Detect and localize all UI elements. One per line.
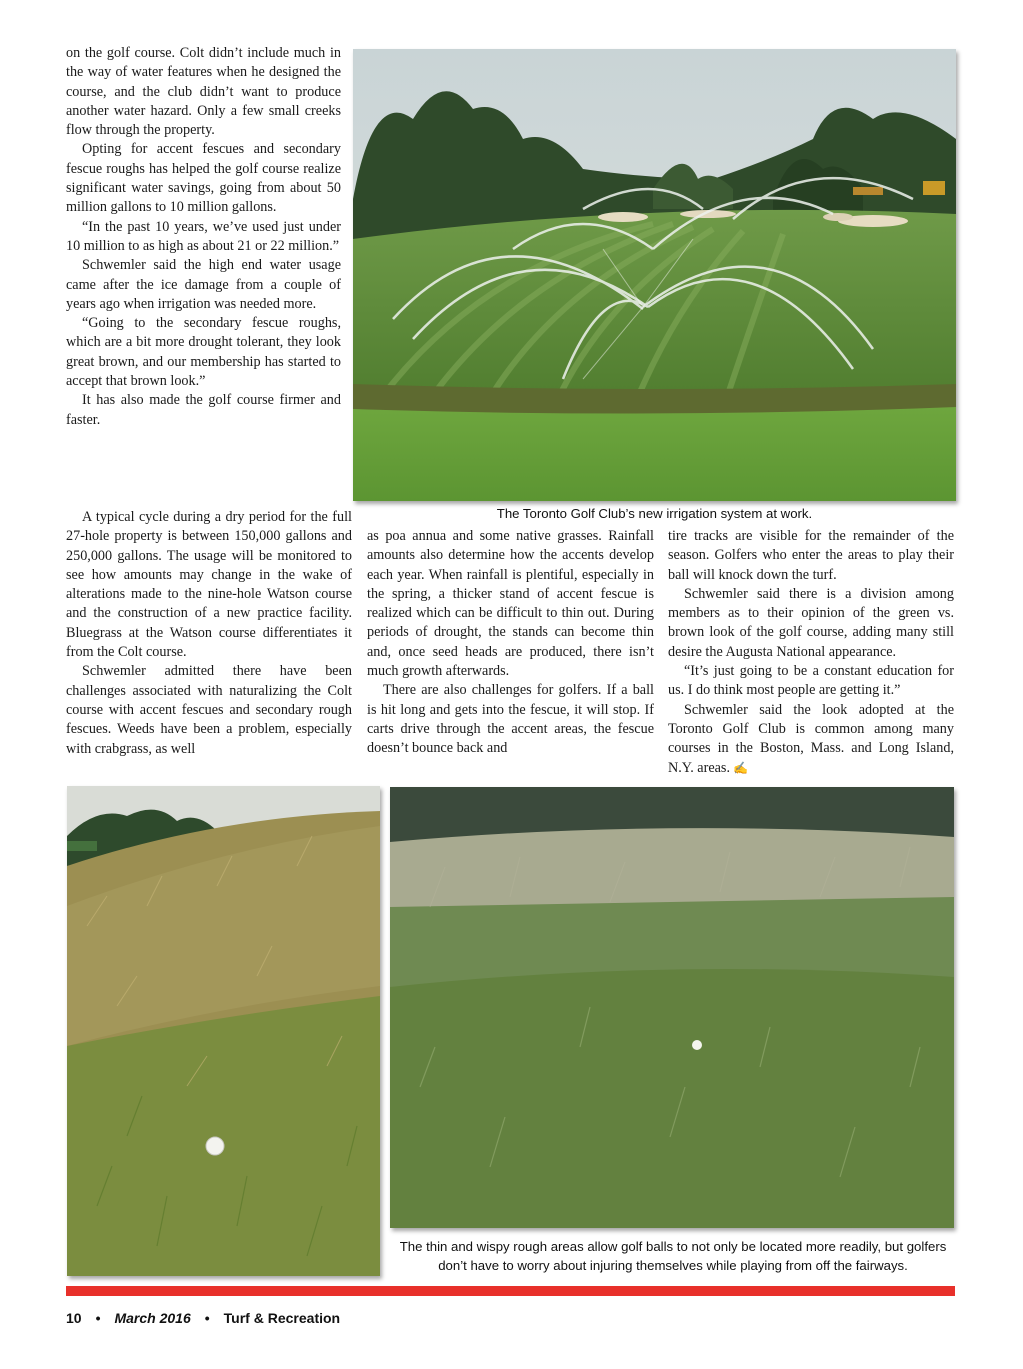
article-paragraph: There are also challenges for golfers. If a ball is hit long and gets into the fescue, it will stop. If carts drive through the accent areas, the fescue doesn’t bounce back and: [367, 682, 654, 757]
page-number: 10: [66, 1310, 82, 1326]
footer-separator-2: •: [204, 1310, 210, 1326]
article-paragraph: “In the past 10 years, we’ve used just under 10 million to as high as about 21 or 22 million.”: [66, 218, 341, 254]
fescue-slope-photo: [67, 786, 380, 1276]
article-paragraph: Schwemler admitted there have been challenges associated with naturalizing the Colt course with accent fescues and secondary rough fescues. Weeds have been a problem, especially with crabgrass, as well: [66, 663, 352, 757]
article-paragraph: Schwemler said there is a division among members as to their opinion of the green vs. brown look of the golf course, adding many still desire the Augusta National appearance.: [668, 585, 954, 660]
article-paragraph: tire tracks are visible for the remainder of the season. Golfers who enter the areas to play their ball will knock down the turf.: [668, 528, 954, 583]
article-paragraph: as poa annua and some native grasses. Rainfall amounts also determine how the accents develop each year. When rainfall is plentiful, especially in the spring, a thicker stand of accent fescue is realized which can be difficult to thin out. During periods of drought, the stands can become thin and, once seed heads are produced, there isn’t much growth afterwards.: [367, 528, 654, 680]
end-mark-icon: ✍: [730, 760, 748, 775]
issue-date: March 2016: [114, 1310, 191, 1326]
article-paragraph: Schwemler said the high end water usage came after the ice damage from a couple of years ago when irrigation was needed more.: [66, 257, 341, 312]
article-paragraph: “Going to the secondary fescue roughs, which are a bit more drought tolerant, they look great brown, and our membership has started to accept that brown look.”: [66, 315, 341, 390]
wispy-rough-photo: [390, 787, 954, 1228]
article-paragraph: Schwemler said the look adopted at the Toronto Golf Club is common among many courses in the Boston, Mass. and Long Island, N.Y. areas. ✍: [668, 701, 954, 776]
article-paragraph: It has also made the golf course firmer and faster.: [66, 392, 341, 428]
article-paragraph: Opting for accent fescues and secondary fescue roughs has helped the golf course realize significant water savings, going from about 50 million gallons to 10 million gallons.: [66, 141, 341, 216]
photo-caption-top: The Toronto Golf Club’s new irrigation system at work.: [496, 506, 813, 521]
article-column-1-top: [66, 44, 341, 430]
article-paragraph: on the golf course. Colt didn’t include much in the way of water features when he designed the course, and the club didn’t want to produce another water hazard. Only a few small creeks flow through the property.: [66, 45, 341, 139]
article-column-3: [668, 527, 954, 778]
page-footer: [66, 1310, 340, 1326]
footer-rule: [66, 1286, 955, 1296]
publication-name: Turf & Recreation: [223, 1310, 341, 1326]
article-column-2: [367, 527, 654, 759]
footer-separator: •: [95, 1310, 101, 1326]
article-column-1-bottom: [66, 508, 352, 759]
irrigation-photo: [353, 49, 956, 501]
article-paragraph: “It’s just going to be a constant education for us. I do think most people are getting it.”: [668, 663, 954, 699]
photo-caption-bottom: The thin and wispy rough areas allow golf balls to not only be located more readily, but golfers don’t have to worry about injuring themselves while playing from off the fairways.: [399, 1239, 947, 1273]
article-paragraph: A typical cycle during a dry period for the full 27-hole property is between 150,000 gallons and 250,000 gallons. The usage will be monitored to see how amounts may change in the wake of alterations made to the nine-hole Watson course and the construction of a new practice facility. Bluegrass at the Watson course differentiates it from the Colt course.: [66, 509, 352, 661]
